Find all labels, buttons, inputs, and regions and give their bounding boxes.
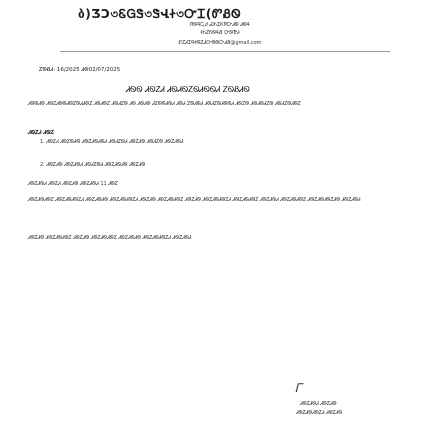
org-title: ბ)ƷƆ৩ᏋᏀᏕ৩ᏕՎᏐ৩ᏅᏆ(ᏛᏰᏫ xyxy=(78,7,242,21)
signature-mark: Ꮁ xyxy=(295,381,303,395)
org-address-line-1: ᏒᏫᏄᏩᏧ ᏍᏂᏆᏦᏒᏅᏗᏫ ᏗᏫᏎ xyxy=(190,22,250,28)
letter-subject: ᏗᏫᏫ ᏗᏫᏃᏗ ᏗᏫᏗᏫᏃᏫᏗᏫᏫᏗ ᏃᏫᏰᏗᏫ xyxy=(126,85,250,94)
org-address-line-2: ᏐᏂᏃᏲᏫᏎᏰ ᏅᏫᏈᏗ xyxy=(200,30,240,36)
reference-date-line: ᏃᏫᏰᏗ: 16/2025 ᏗᏫ02/07/2025 xyxy=(39,67,121,73)
intro-paragraph: ᏗᏫᏫᏗᏫ ᏗᏫᏃᏗᏫᏫᏗᏫᏃᏫᏗᏗᏫᏃ ᏗᏫᏗᏫᏃ ᏗᏫᏗᏃᏫ ᏗᏫ ᏗᏫᏗᏫ ᏗᏃᏫᏫᏗᏫᏗ ᏗᏫᏗ ᏃᏫᏗᏫᏗ ᏗᏫᏗᏃᏫᏗᏫᏫᏗ ᏗᏫᏃᏫ ᏗᏫᏗᏫᏗᏃᏫ ᏗᏫᏗᏃᏫᏗᏫᏃ xyxy=(28,101,301,107)
signatory-position: ᏗᏫᏃᏗᏫᏗᏫᏃᏗ ᏗᏫᏃᏗᏫ xyxy=(296,410,343,416)
list-item-1: 1. ᏗᏫᏃᏗ ᏗᏫᏃᏫᏗᏫ ᏗᏫᏃᏗᏫᏗᏫᏗ ᏗᏫᏗᏃᏫᏗ ᏗᏫᏃᏗᏫ ᏗᏫᏗᏃᏫ ᏗᏫᏃᏗᏫᏗ xyxy=(40,139,184,145)
list-heading: ᏗᏫᏃᏗ ᏗᏫᏃ xyxy=(28,130,55,136)
body-paragraph-2: ᏗᏫᏃᏗᏫᏗᏫᏃ ᏗᏫᏃᏗᏫᏗᏫᏃᏗ ᏗᏫᏃᏗᏫᏗᏫ ᏗᏫᏃᏗᏫᏗᏫᏃᏗ ᏗᏫᏃᏗᏫ ᏗᏫᏃᏗᏫᏗᏫᏃ ᏗᏫᏃᏗᏫ ᏗᏫᏃᏗᏫᏗᏫᏃᏗ ᏗᏫᏃᏗᏫᏗᏫᏃ ᏗᏫᏃᏗᏫᏗ ᏗᏫᏃᏗᏫᏗᏫᏃ ᏗᏫᏃᏗᏫᏗᏫᏃᏗᏫ ᏗᏫᏃᏗᏫᏗ xyxy=(28,197,361,203)
signatory-name: ᏗᏫᏃᏗᏫᏗ ᏗᏫᏃᏗᏫ xyxy=(300,401,337,407)
org-email: ᏑᏃᏗᏆᏄᏐᏫᏃᏗᏅᏫᏫᏅᏗᏰ@gmail.com xyxy=(178,40,262,46)
list-item-2: 2. ᏗᏫᏃᏗᏫ ᏗᏫᏃᏗᏫᏗ ᏗᏫᏗᏃᏫᏗ ᏗᏫᏃᏗᏫᏗᏫ ᏗᏫᏃᏗᏫ xyxy=(40,162,146,168)
body-paragraph-3: ᏗᏫᏃᏗᏫ ᏗᏫᏃᏗᏫᏗᏫᏃ ᏗᏫᏃᏗᏫ ᏗᏫᏃᏗᏫᏗᏫᏃ ᏗᏫᏃᏗᏫᏗᏫ ᏗᏫᏃᏗᏫᏗᏫᏃᏗ ᏗᏫᏃᏗᏫᏗ xyxy=(28,235,192,241)
note-line: ᏗᏫᏃᏗᏫᏗ ᏗᏫᏃᏗ ᏗᏫᏃᏗᏫ ᏗᏫᏃᏗᏫᏗ 11 ᏗᏫᏃ xyxy=(28,181,118,187)
header-divider xyxy=(60,51,390,52)
